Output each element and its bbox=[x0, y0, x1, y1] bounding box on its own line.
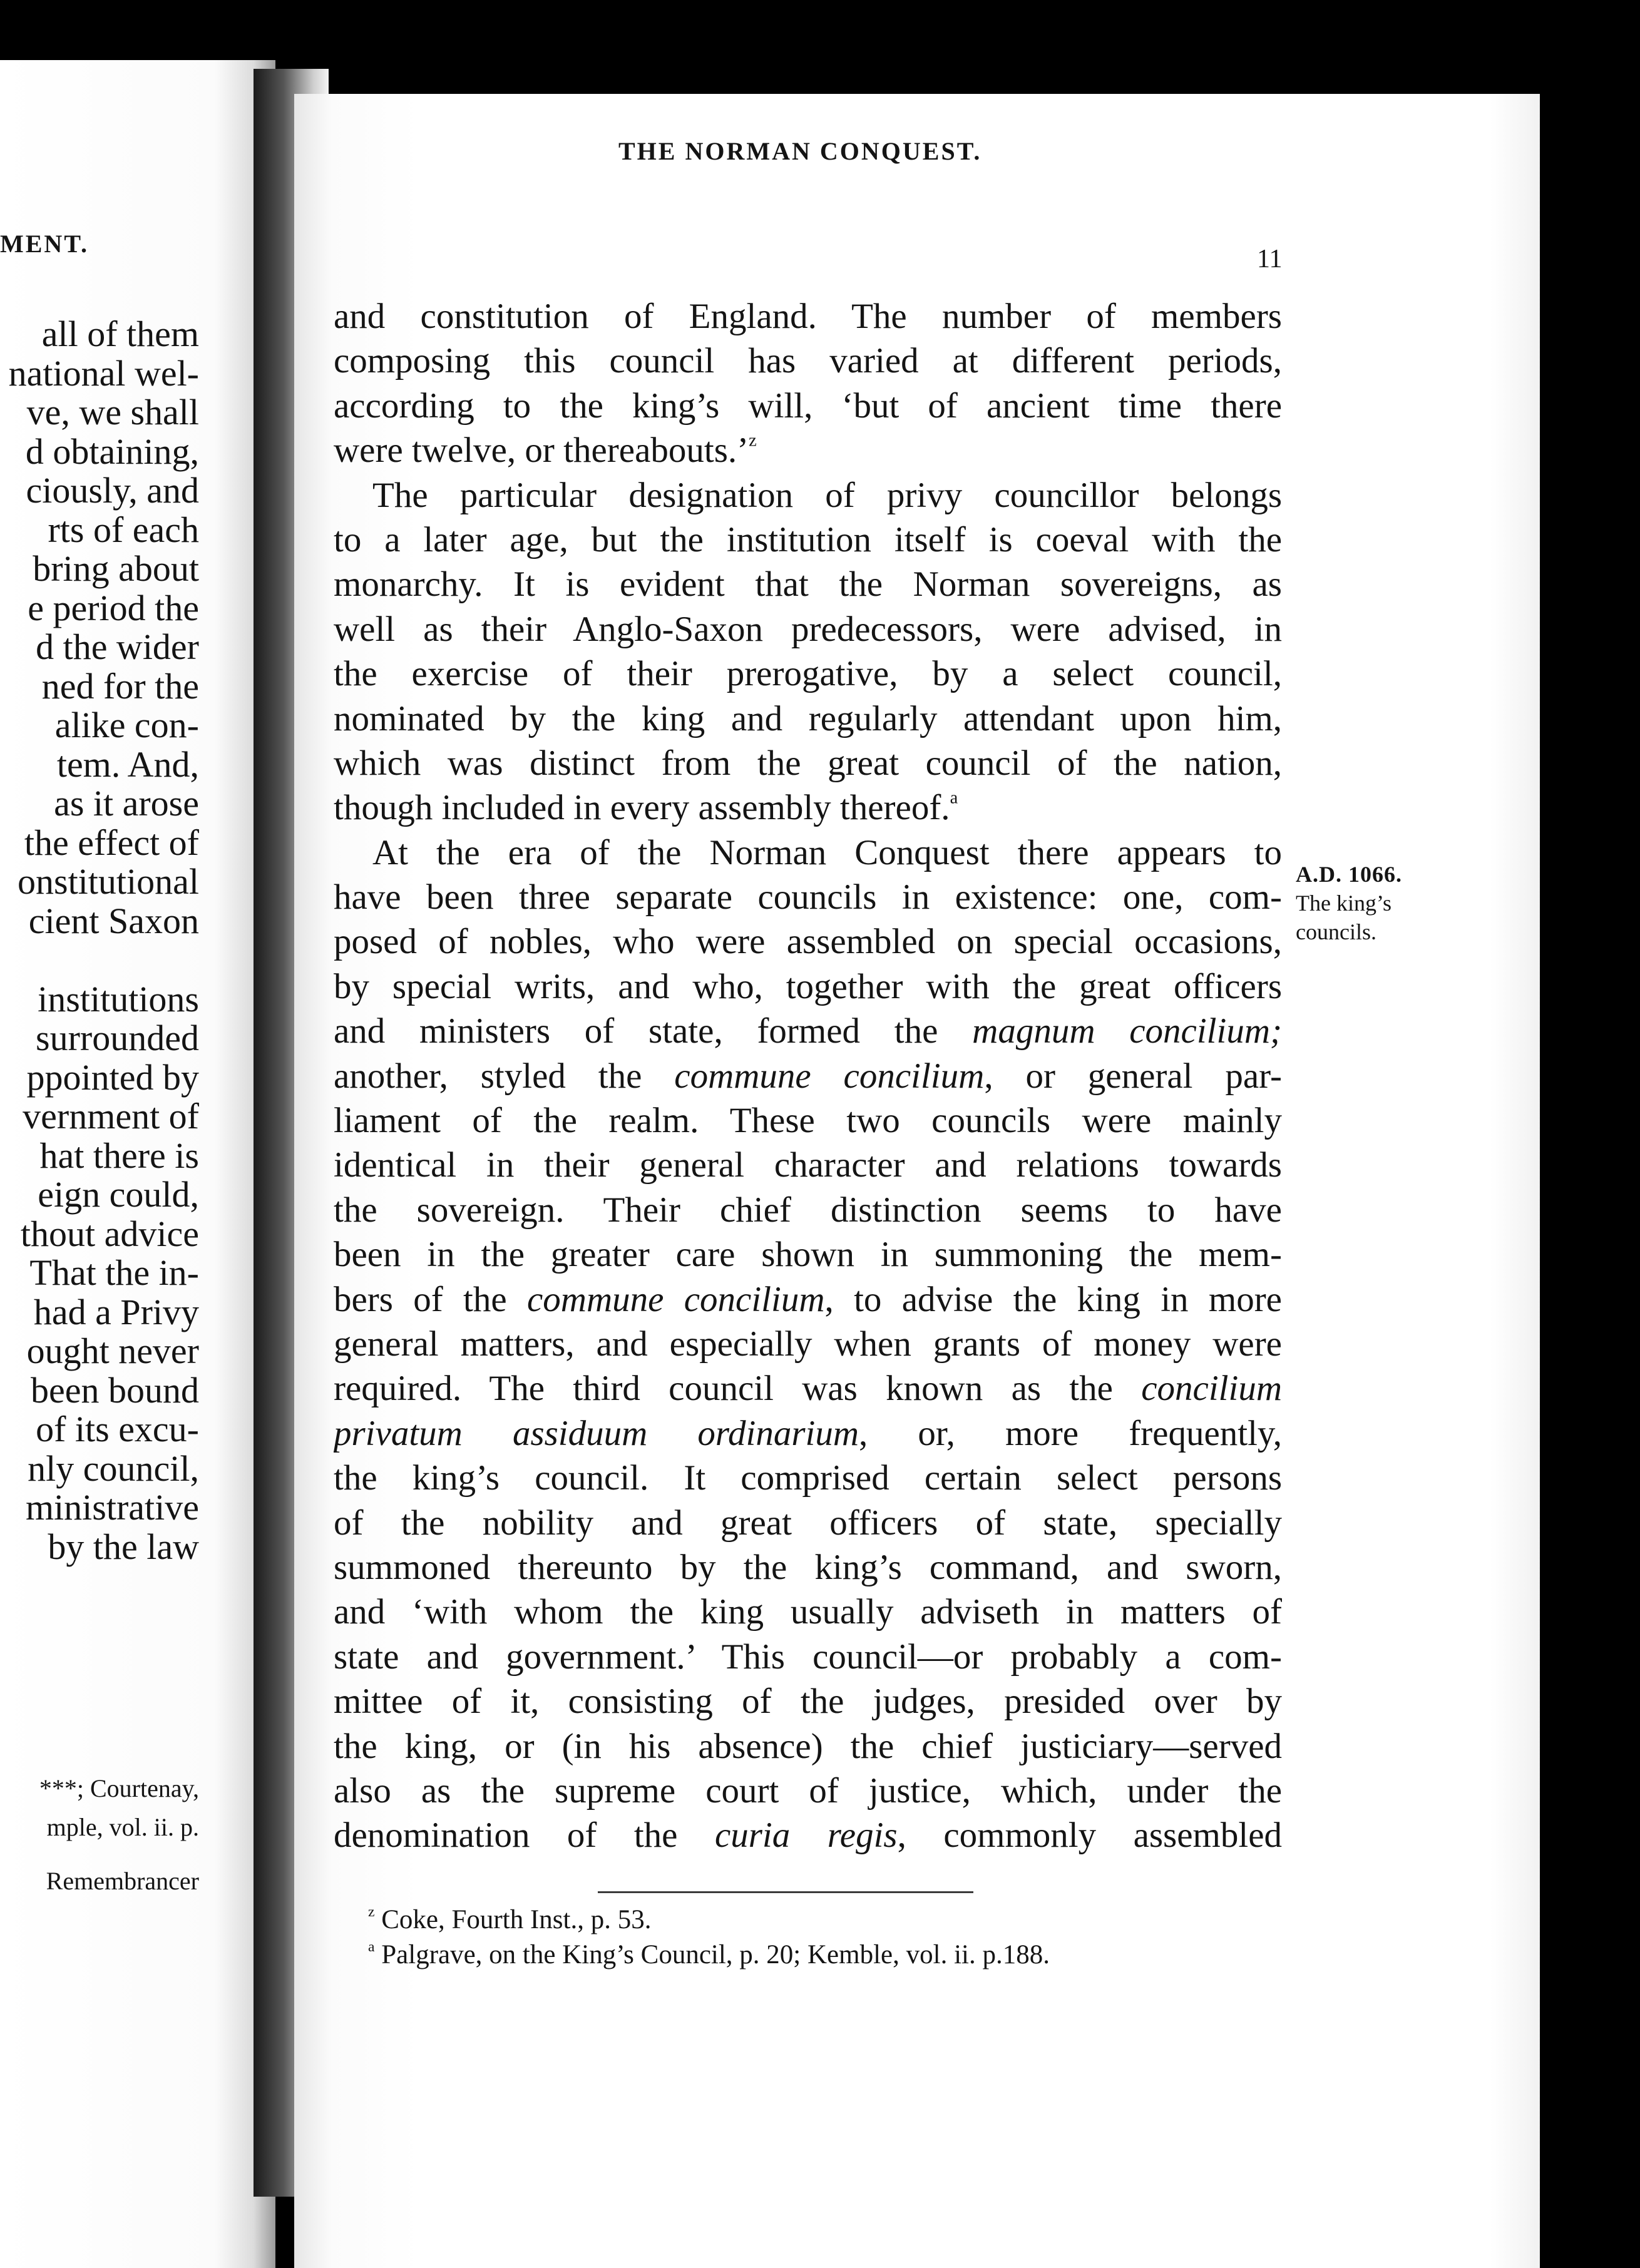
side-note-date: A.D. 1066. bbox=[1296, 862, 1402, 887]
left-page-footnote-line: mple, vol. ii. p. bbox=[46, 1813, 199, 1841]
left-page-line: bring about bbox=[33, 548, 199, 589]
left-page-line: institutions bbox=[38, 978, 199, 1019]
left-page-line: d the wider bbox=[36, 626, 199, 667]
text-line bbox=[334, 1724, 1282, 1769]
text-segment: nominated by the king and regularly attendant upon him, bbox=[334, 698, 1282, 738]
left-page-line: had a Privy bbox=[33, 1291, 199, 1332]
italic-term: concilium bbox=[1141, 1369, 1282, 1409]
text-segment: , commonly assembled bbox=[897, 1816, 1282, 1856]
text-line bbox=[334, 1054, 1282, 1098]
left-page-line: ministrative bbox=[25, 1487, 199, 1528]
text-segment: though included in every assembly thereof. bbox=[334, 788, 950, 828]
left-page-line: of its excu- bbox=[36, 1409, 199, 1449]
left-page-footnote-line: Remembrancer bbox=[46, 1867, 199, 1895]
left-page-line: That the in- bbox=[29, 1252, 199, 1293]
text-segment: well as their Anglo-Saxon predecessors, were advised, in bbox=[334, 609, 1282, 649]
footnote-text: Coke, Fourth Inst., p. 53. bbox=[374, 1905, 652, 1934]
text-line bbox=[334, 428, 1282, 472]
text-segment: were twelve, or thereabouts.’ bbox=[334, 431, 749, 471]
left-page-line: national wel- bbox=[8, 352, 199, 394]
text-segment: the exercise of their prerogative, by a select council, bbox=[334, 654, 1282, 694]
text-segment: and ‘with whom the king usually adviseth in matters of bbox=[334, 1592, 1282, 1632]
left-page-footnote-line: ***; Courtenay, bbox=[39, 1774, 199, 1802]
text-line bbox=[334, 830, 1282, 875]
text-line bbox=[334, 1590, 1282, 1634]
footnotes bbox=[368, 1903, 1244, 1973]
left-page-line: as it arose bbox=[54, 783, 199, 824]
italic-term: commune concilium bbox=[527, 1279, 825, 1319]
text-line bbox=[334, 473, 1282, 518]
left-page-running-head: MENT. bbox=[0, 230, 90, 258]
text-line bbox=[334, 339, 1282, 383]
running-head: THE NORMAN CONQUEST. bbox=[618, 137, 982, 165]
text-line bbox=[334, 1501, 1282, 1545]
left-page-line: d obtaining, bbox=[25, 431, 199, 472]
text-line bbox=[334, 875, 1282, 919]
left-page-line: ought never bbox=[26, 1331, 199, 1371]
text-line bbox=[334, 919, 1282, 964]
italic-term: privatum assiduum ordinarium bbox=[334, 1413, 859, 1453]
left-page-line: vernment of bbox=[23, 1096, 199, 1137]
text-line bbox=[334, 1769, 1282, 1813]
left-page-line: eign could, bbox=[38, 1174, 199, 1215]
footnote-mark: a bbox=[368, 1939, 375, 1956]
text-line bbox=[334, 785, 1282, 830]
text-segment: which was distinct from the great council of the nation, bbox=[334, 743, 1282, 783]
text-segment: , or general par- bbox=[984, 1056, 1282, 1096]
text-segment: denomination of the bbox=[334, 1816, 715, 1856]
footnote-mark: z bbox=[368, 1904, 375, 1921]
left-page-line: the effect of bbox=[24, 822, 199, 863]
text-segment: , or, more frequently, bbox=[859, 1413, 1282, 1453]
text-segment: by special writs, and who, together with the great officers bbox=[334, 966, 1282, 1006]
left-page-line: ppointed by bbox=[26, 1056, 199, 1098]
text-segment: another, styled the bbox=[334, 1056, 675, 1096]
page-number: 11 bbox=[1257, 245, 1283, 273]
text-segment: general matters, and especially when grants of money were bbox=[334, 1324, 1282, 1364]
text-segment: been in the greater care shown in summoning the mem- bbox=[334, 1235, 1282, 1275]
text-line bbox=[334, 697, 1282, 741]
text-segment: bers of the bbox=[334, 1279, 527, 1319]
text-line bbox=[334, 1277, 1282, 1322]
text-line bbox=[334, 607, 1282, 651]
footnote bbox=[368, 1938, 1244, 1973]
left-page-line: surrounded bbox=[36, 1018, 199, 1058]
side-note-label-line1: The king’s bbox=[1296, 891, 1391, 916]
text-line bbox=[334, 384, 1282, 428]
left-page-line: cient Saxon bbox=[28, 900, 199, 941]
footnote-text: Palgrave, on the King’s Council, p. 20; Kemble, vol. ii. p.188. bbox=[374, 1940, 1050, 1969]
italic-term: commune concilium bbox=[674, 1056, 985, 1096]
text-segment: to a later age, but the institution itself is coeval with the bbox=[334, 519, 1282, 559]
text-segment: summoned thereunto by the king’s command, and sworn, bbox=[334, 1547, 1282, 1587]
text-segment: posed of nobles, who were assembled on special occasions, bbox=[334, 922, 1282, 962]
side-note bbox=[1296, 860, 1421, 946]
left-page-line: by the law bbox=[48, 1526, 199, 1567]
left-page-line: ciously, and bbox=[26, 470, 199, 511]
text-line bbox=[334, 964, 1282, 1009]
left-page-line: thout advice bbox=[20, 1213, 199, 1254]
text-line bbox=[334, 741, 1282, 785]
body-text bbox=[334, 294, 1282, 1858]
text-line bbox=[334, 1098, 1282, 1143]
text-segment: the sovereign. Their chief distinction seems to have bbox=[334, 1190, 1282, 1230]
text-line bbox=[334, 518, 1282, 562]
left-page-line: nly council, bbox=[28, 1448, 199, 1489]
left-page-line: been bound bbox=[31, 1369, 199, 1411]
left-page-line: alike con- bbox=[54, 705, 199, 745]
text-segment: At the era of the Norman Conquest there appears to bbox=[372, 832, 1282, 872]
text-segment: , to advise the king in more bbox=[824, 1279, 1282, 1319]
text-line bbox=[334, 1143, 1282, 1187]
left-page-line: ve, we shall bbox=[26, 392, 199, 432]
text-segment: The particular designation of privy councillor belongs bbox=[372, 475, 1282, 515]
footnote bbox=[368, 1903, 1244, 1938]
text-segment: and constitution of England. The number of members bbox=[334, 297, 1282, 336]
text-segment: required. The third council was known as the bbox=[334, 1369, 1142, 1409]
text-segment: identical in their general character and relations towards bbox=[334, 1145, 1282, 1185]
text-line bbox=[334, 1545, 1282, 1590]
italic-term: curia regis bbox=[714, 1816, 898, 1856]
side-note-label-line2: councils. bbox=[1296, 919, 1376, 944]
text-line bbox=[334, 1635, 1282, 1679]
left-page bbox=[0, 60, 275, 2268]
text-line bbox=[334, 1009, 1282, 1053]
left-page-line: tem. And, bbox=[56, 743, 199, 785]
text-segment: and ministers of state, formed the bbox=[334, 1011, 973, 1051]
text-line bbox=[334, 1456, 1282, 1500]
text-segment: mittee of it, consisting of the judges, presided over by bbox=[334, 1682, 1282, 1722]
left-page-line: e period the bbox=[28, 587, 199, 628]
text-segment: of the nobility and great officers of state, specially bbox=[334, 1503, 1282, 1543]
text-segment: according to the king’s will, ‘but of ancient time there bbox=[334, 386, 1282, 426]
text-line bbox=[334, 1366, 1282, 1411]
text-segment: composing this council has varied at different periods, bbox=[334, 341, 1282, 381]
left-page-line: onstitutional bbox=[18, 861, 199, 902]
text-segment: state and government.’ This council—or probably a com- bbox=[334, 1637, 1282, 1677]
left-page-line: hat there is bbox=[39, 1135, 199, 1176]
text-line bbox=[334, 1188, 1282, 1232]
text-segment: the king’s council. It comprised certain select persons bbox=[334, 1458, 1282, 1498]
left-page-line: all of them bbox=[41, 314, 199, 354]
text-segment: monarchy. It is evident that the Norman sovereigns, as bbox=[334, 564, 1282, 605]
left-page-line: rts of each bbox=[48, 509, 199, 550]
text-line bbox=[334, 1679, 1282, 1724]
italic-term: magnum concilium; bbox=[972, 1011, 1282, 1051]
text-line bbox=[334, 294, 1282, 339]
text-segment: have been three separate councils in existence: one, com- bbox=[334, 877, 1282, 917]
text-line bbox=[334, 651, 1282, 696]
text-line bbox=[334, 1232, 1282, 1277]
left-page-line: ned for the bbox=[41, 665, 199, 707]
text-line bbox=[334, 1411, 1282, 1456]
footnote-marker[interactable]: a bbox=[950, 788, 958, 808]
text-line bbox=[334, 562, 1282, 606]
text-segment: the king, or (in his absence) the chief justiciary—served bbox=[334, 1726, 1282, 1766]
text-segment: also as the supreme court of justice, which, under the bbox=[334, 1770, 1282, 1811]
text-line bbox=[334, 1322, 1282, 1366]
text-segment: liament of the realm. These two councils were mainly bbox=[334, 1101, 1282, 1141]
footnote-marker[interactable]: z bbox=[749, 431, 757, 451]
text-line bbox=[334, 1813, 1282, 1857]
footnote-rule bbox=[598, 1891, 973, 1893]
